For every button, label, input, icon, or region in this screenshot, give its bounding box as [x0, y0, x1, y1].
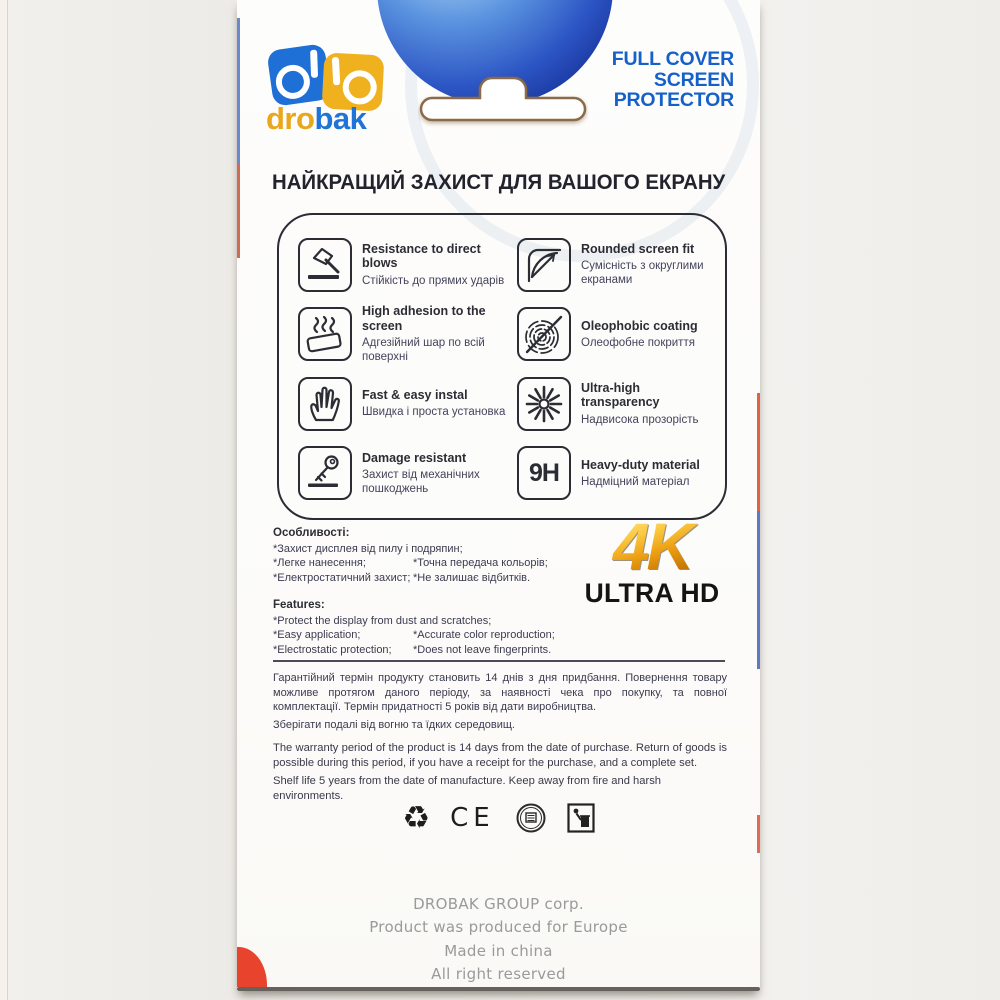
feature-row	[298, 230, 517, 300]
specs-line: *Protect the display from dust and scratches;	[273, 614, 492, 627]
footer-line: Product was produced for Europe	[369, 918, 628, 937]
warranty-paragraph: The warranty period of the product is 14 days from the date of purchase. Return of goods is possible during this period, if you have a receipt for the purchase, and a complete set.	[273, 742, 727, 769]
specs-line: *Легке нанесення;	[273, 557, 366, 570]
feature-text	[581, 242, 717, 287]
specs-line: *Електростатичний захист;	[273, 571, 411, 584]
edge-print-blue	[237, 18, 240, 164]
specs-english	[273, 598, 573, 657]
features-box	[277, 213, 727, 520]
feature-text	[362, 242, 517, 288]
recycle-icon: ♻	[402, 799, 431, 836]
brand-wordmark	[266, 101, 366, 137]
feature-title: Rounded screen fit	[581, 242, 695, 257]
ultra-hd-text: ULTRA HD	[584, 577, 720, 608]
tagline-line: PROTECTOR	[613, 89, 734, 112]
certification-seal-icon	[515, 802, 547, 834]
packaging-card-back	[237, 0, 760, 991]
specs-line: *Easy application;	[273, 629, 361, 642]
feature-row	[517, 300, 717, 370]
feature-row	[298, 300, 517, 370]
warranty-text-english	[273, 741, 727, 807]
feature-subtitle: Швидка і проста установка	[362, 406, 506, 419]
specs-columns	[273, 628, 573, 657]
dispose-properly-icon	[567, 803, 595, 833]
feature-subtitle: Стійкість до прямих ударів	[362, 274, 505, 287]
9h-text: 9H	[529, 458, 559, 487]
feature-row	[517, 439, 717, 509]
logo-letterform	[274, 63, 312, 101]
specs-line: *Does not leave fingerprints.	[413, 643, 552, 656]
feature-subtitle: Надвисока прозорість	[581, 413, 699, 426]
feature-text	[362, 451, 517, 496]
hammer-icon	[298, 238, 352, 292]
edge-print-blue	[757, 511, 760, 669]
feature-text	[581, 319, 717, 350]
feature-title: Fast & easy instal	[362, 388, 468, 403]
background-package-edge	[0, 0, 8, 1000]
feature-title: Resistance to direct blows	[362, 241, 481, 271]
feature-subtitle: Сумісність з округлими екранами	[581, 260, 704, 287]
rounded-corner-icon	[517, 238, 571, 292]
feature-title: Ultra-high transparency	[581, 380, 660, 410]
warranty-text-ukrainian	[273, 671, 727, 736]
brand-wordmark-part2: bak	[314, 101, 367, 136]
feature-row	[298, 369, 517, 439]
feature-text	[362, 304, 517, 364]
tagline-line: FULL COVER	[611, 48, 734, 70]
specs-heading: Features:	[273, 599, 325, 611]
sunburst-icon	[517, 377, 571, 431]
feature-subtitle: Олеофобне покриття	[581, 336, 695, 349]
feature-text	[362, 388, 517, 419]
edge-print-red	[237, 164, 240, 258]
specs-ukrainian	[273, 526, 573, 585]
brand-wordmark-part1: dro	[266, 101, 315, 136]
feature-subtitle: Захист від механічних пошкоджень	[362, 468, 480, 495]
specs-line: *Accurate color reproduction;	[413, 629, 555, 642]
main-heading	[237, 171, 760, 195]
feature-title: Oleophobic coating	[581, 318, 698, 333]
feature-subtitle: Надміцний матеріал	[581, 475, 690, 488]
ce-mark: CE	[450, 803, 495, 833]
main-heading-text: НАЙКРАЩИЙ ЗАХИСТ ДЛЯ ВАШОГО ЕКРАНУ	[271, 171, 726, 194]
card-bottom-shadow	[237, 987, 760, 991]
tagline-line: SCREEN	[653, 68, 734, 91]
features-grid	[298, 230, 717, 508]
feature-text	[581, 381, 717, 427]
feature-title: Heavy-duty material	[581, 457, 700, 472]
4k-text: 4K	[577, 516, 727, 577]
feature-title: Damage resistant	[362, 450, 467, 465]
adhesion-icon	[298, 307, 352, 361]
key-icon	[298, 446, 352, 500]
warranty-paragraph: Shelf life 5 years from the date of manufacture. Keep away from fire and harsh environments.	[273, 774, 662, 802]
feature-subtitle: Адгезійний шар по всій поверхні	[362, 337, 485, 364]
hand-icon	[298, 377, 352, 431]
footer-line: All right reserved	[431, 964, 566, 983]
logo-letterform	[342, 69, 378, 105]
4k-ultra-hd-badge	[577, 509, 727, 609]
9h-hardness-badge	[517, 446, 571, 500]
footer-line: DROBAK GROUP corp.	[413, 895, 584, 913]
fingerprint-icon	[517, 307, 571, 361]
certification-icons-row	[237, 799, 760, 836]
product-type-tagline	[574, 49, 734, 111]
hang-hole-euro-slot	[418, 72, 588, 128]
feature-row	[517, 230, 717, 300]
feature-row	[298, 439, 517, 509]
edge-print-red	[757, 393, 760, 511]
section-divider	[273, 660, 725, 662]
logo-letterform	[332, 57, 340, 85]
edge-print-red	[757, 815, 760, 853]
logo-letterform	[310, 50, 318, 78]
feature-title: High adhesion to the screen	[362, 304, 486, 333]
specs-line: *Точна передача кольорів;	[413, 557, 548, 570]
features-column-left	[298, 230, 517, 508]
specs-line: *Electrostatic protection;	[273, 643, 392, 656]
feature-text	[581, 458, 717, 489]
specs-columns	[273, 556, 573, 585]
warranty-paragraph: Зберігати подалі від вогню та їдких середовищ.	[273, 718, 515, 731]
features-column-right	[517, 230, 717, 508]
feature-row	[517, 369, 717, 439]
specs-heading: Особливості:	[273, 527, 350, 539]
specs-line: *Не залишає відбитків.	[413, 571, 531, 584]
manufacturer-footer	[237, 893, 760, 986]
footer-line: Made in china	[444, 941, 553, 960]
specs-line: *Захист дисплея від пилу і подряпин;	[273, 542, 463, 555]
warranty-paragraph: Гарантійний термін продукту становить 14 днів з дня придбання. Повернення товару можливе протягом даного періоду, за наявності чека про покупку, та повної комплектації. Термін придатності 5 років від дати виробництва.	[273, 672, 727, 714]
